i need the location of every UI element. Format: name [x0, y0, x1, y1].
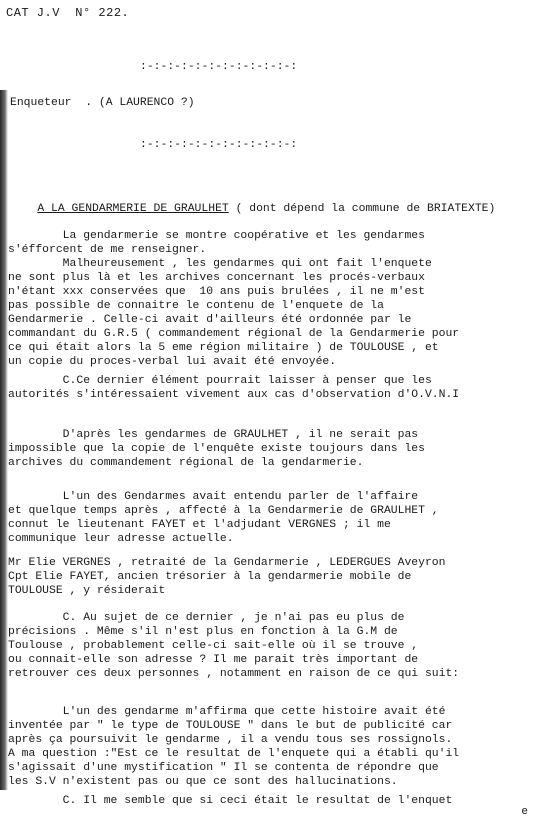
p7-line: inventée par " le type de TOULOUSE " dans le but de publicité car — [8, 720, 453, 732]
p1-line: Gendarmerie . Celle-ci avait d'ailleurs été ordonnée par le — [8, 314, 412, 326]
p1-line: commandant du G.R.5 ( commandement régional de la Gendarmerie pour — [8, 328, 460, 340]
p1-line: un copie du proces-verbal lui avait été envoyée. — [8, 356, 337, 368]
p3-line: impossible que la copie de l'enquête existe toujours dans les — [8, 443, 425, 455]
p4-line: connut le lieutenant FAYET et l'adjudant VERGNES ; il me — [8, 519, 391, 531]
p7-line: s'agissait d'une mystification " Il se contenta de répondre que — [8, 762, 439, 774]
p6-line: précisions . Même s'il n'est plus en fonction à la G.M de — [8, 626, 398, 638]
p2-line: autorités s'intéressaient vivement aux cas d'observation d'O.V.N.I — [8, 389, 460, 401]
p7-line: A ma question :"Est ce le resultat de l'enquete qui a établi qu'il — [8, 748, 460, 760]
p7-line: après ça poursuivit le gendarme , il a vendu tous ses rossignols. — [8, 734, 453, 746]
p2-line: C.Ce dernier élément pourrait laisser à penser que les — [8, 375, 432, 387]
p6-line: Toulouse , probablement celle-ci sait-elle où il se trouve , — [8, 640, 419, 652]
p3-line: D'après les gendarmes de GRAULHET , il ne serait pas — [8, 429, 419, 441]
p7-line: les S.V n'existent pas ou que ce sont des hallucinations. — [8, 776, 398, 788]
binder-edge-shadow — [0, 90, 8, 790]
p1-line: ce qui était alors la 5 eme région militaire ) de TOULOUSE , et — [8, 342, 439, 354]
p6-line: retrouver ces deux personnes , notamment en raison de ce qui suit: — [8, 668, 460, 680]
p1-line: pas possible de connaitre le contenu de l'enquete de la — [8, 300, 384, 312]
document-reference: CAT J.V N° 222. — [6, 6, 130, 20]
p1-line: ne sont plus là et les archives concernant les procés-verbaux — [8, 272, 425, 284]
section-subtitle: ( dont dépend la commune de BRIATEXTE) — [228, 203, 496, 215]
separator-top: :-:-:-:-:-:-:-:-:-:-:-: — [140, 61, 298, 73]
p1-line: n'étant xxx conservées que 10 ans puis brulées , il ne m'est — [8, 286, 425, 298]
p4-line: communique leur adresse actuelle. — [8, 533, 234, 545]
p4-line: L'un des Gendarmes avait entendu parler de l'affaire — [8, 491, 419, 503]
p6-line: C. Au sujet de ce dernier , je n'ai pas eu plus de — [8, 612, 405, 624]
investigator-line: Enqueteur . (A LAURENCO ?) — [10, 97, 195, 109]
p4-line: et quelque temps après , affecté à la Gendarmerie de GRAULHET , — [8, 505, 439, 517]
p1-line: La gendarmerie se montre coopérative et les gendarmes — [8, 230, 425, 242]
p7-line: L'un des gendarme m'affirma que cette histoire avait été — [8, 706, 446, 718]
p5-line: Mr Elie VERGNES , retraité de la Gendarmerie , LEDERGUES Aveyron — [8, 557, 446, 569]
section-heading — [10, 188, 495, 230]
p6-line: ou connait-elle son adresse ? Il me parait très important de — [8, 654, 419, 666]
section-title: A LA GENDARMERIE DE GRAULHET — [37, 203, 229, 215]
p3-line: archives du commandement régional de la gendarmerie. — [8, 457, 364, 469]
p8-line-end: e — [521, 806, 528, 818]
p1-line: s'éfforcent de me renseigner. — [8, 244, 207, 256]
separator-bottom: :-:-:-:-:-:-:-:-:-:-:-: — [140, 139, 298, 151]
p8-line: C. Il me semble que si ceci était le resultat de l'enquet — [8, 795, 453, 807]
p5-line: Cpt Elie FAYET, ancien trésorier à la gendarmerie mobile de — [8, 571, 412, 583]
p5-line: TOULOUSE , y résiderait — [8, 585, 166, 597]
p1-line: Malheureusement , les gendarmes qui ont fait l'enquete — [8, 258, 432, 270]
